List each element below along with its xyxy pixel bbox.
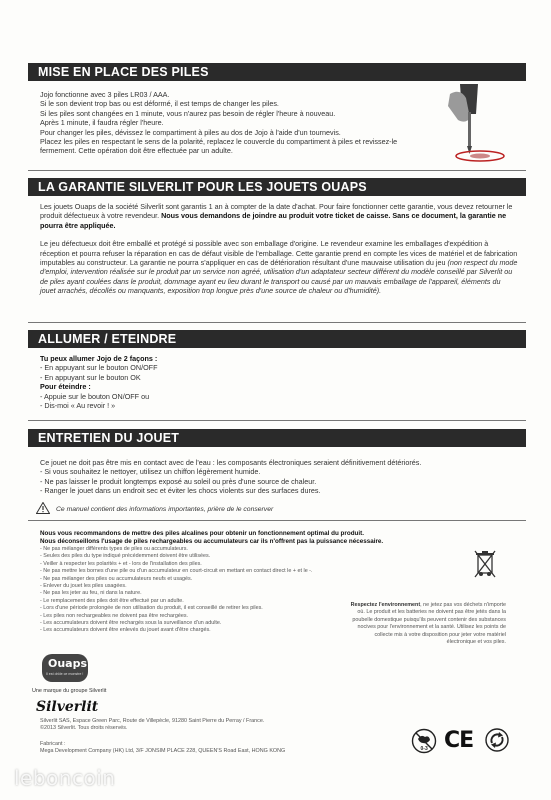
age-warning-icon (411, 728, 437, 754)
screwdriver-battery-illustration (440, 84, 515, 164)
manufacturer-block (40, 741, 380, 756)
allumer-text (40, 354, 340, 410)
entretien-text (40, 458, 518, 496)
list-item: - Le remplacement des piles doit être effectué par un adulte. (40, 597, 184, 604)
silverlit-logo: Silverlit (36, 699, 99, 715)
list-item: - Ne pas mélanger différents types de piles ou accumulateurs. (40, 546, 188, 552)
section-divider (28, 170, 526, 171)
fabricant-address: Mega Development Company (HK) Ltd, 3/F JONSIM PLACE 228, QUEEN'S Road East, HONG KONG (40, 748, 286, 755)
list-item: - Les accumulateurs doivent être rechargés sous la surveillance d'un adulte. (40, 620, 222, 627)
piles-line: Si le son devient trop bas ou est déformé, il est temps de changer les piles. (40, 99, 279, 109)
leboncoin-watermark: leboncoin (14, 766, 116, 790)
section-divider (28, 520, 526, 521)
allumer-item: - En appuyant sur le bouton OK (40, 372, 141, 382)
piles-line: Pour changer les piles, dévissez le compartiment à piles au dos de Jojo à l'aide d'un tournevis. (40, 127, 341, 137)
piles-line: Placez les piles en respectant le sens de la polarité, replacez le couvercle du compartiment à piles et revissez-le fermement. Cette opération doit être effectuée par un adulte. (40, 137, 398, 156)
section-divider (28, 322, 526, 323)
list-item: - Ne pas mettre les bornes d'une pile ou d'un accumulateur en court-circuit en mettant en contact direct le + et le -. (40, 568, 313, 575)
crossed-out-bin-icon (474, 550, 496, 578)
section-header-allumer: ALLUMER / ETEINDRE (28, 330, 526, 348)
environment-notice (346, 602, 506, 646)
garantie-text (40, 202, 518, 296)
garantie-p1-text: Les jouets Ouaps de la société Silverlit sont garantis 1 an à compter de la date d'achat. Pour faire fonctionner cette garantie, vous devez retourner le produit défectueux à votre revendeur. (40, 202, 513, 221)
address-line: Silverlit SAS, Espace Green Parc, Route de Villepècle, 91280 Saint Pierre du Perray / France. (40, 718, 265, 724)
garantie-p2-italic: (non respect du mode d'emploi, intervention réalisée sur le produit par un service non agréé, utilisation d'un adaptateur secteur différent du modèle conseillé par Silverlit ou de piles ayant coulées dans le produit, dommage ayant eu lieu durant le transport ou causé par un mauvais emballage de l'appareil, éléments du jouet arrachés, décollés ou manquants, exposition trop longue près d'une source de chaleur ou d'humidité). (40, 258, 518, 296)
allumer-item: - En appuyant sur le bouton ON/OFF (40, 363, 158, 373)
age-range-label: 0-3 (420, 746, 428, 752)
environment-text: , ne jetez pas vos déchets n'importe où. Le produit et les batteries ne doivent pas être jetés dans la poubelle domestique puisqu'ils peuvent contenir des substances nocives pour l'environnement et la santé. Utilisez les points de collecte mis à votre disposition pour jeter votre matériel électronique et vos piles. (352, 602, 506, 646)
battery-bold-2: Nous déconseillons l'usage de piles rechargeables ou accumulateurs car ils n'offrent pas la puissance nécessaire. (40, 538, 384, 546)
ouaps-logo-text: Ouaps (48, 657, 88, 670)
allumer-lead: Tu peux allumer Jojo de 2 façons : (40, 354, 158, 363)
entretien-item: - Si vous souhaitez le nettoyer, utilisez un chiffon légèrement humide. (40, 467, 261, 477)
piles-line: Si les piles sont changées en 1 minute, vous n'aurez pas besoin de régler l'heure à nouveau. (40, 108, 336, 118)
warning-icon (36, 502, 50, 514)
garantie-p1-bold: Nous vous demandons de joindre au produit votre ticket de caisse. Sans ce document, la garantie ne pourra être appliquée. (40, 211, 507, 230)
warning-text: Ce manuel contient des informations importantes, prière de le conserver (56, 506, 274, 513)
list-item: - Ne pas les jeter au feu, ni dans la nature. (40, 590, 142, 597)
entretien-item: - Ranger le jouet dans un endroit sec et éviter les chocs violents sur des surfaces dures. (40, 486, 321, 496)
garantie-paragraph-2 (40, 239, 518, 295)
eteindre-item: - Appuie sur le bouton ON/OFF ou (40, 391, 150, 401)
section-header-garantie: LA GARANTIE SILVERLIT POUR LES JOUETS OUAPS (28, 178, 526, 196)
list-item: - Les accumulateurs doivent être enlevés du jouet avant d'être chargés. (40, 627, 211, 634)
garantie-paragraph-1 (40, 202, 518, 230)
battery-safety-list (40, 546, 370, 635)
piles-line: Après 1 minute, il faudra régler l'heure. (40, 118, 164, 128)
section-divider (28, 420, 526, 421)
list-item: - Les piles non rechargeables ne doivent pas être rechargées. (40, 612, 189, 619)
environment-bold: Respectez l'environnement (350, 602, 421, 608)
fabricant-label: Fabricant : (40, 741, 66, 747)
group-text: Une marque du groupe Silverlit (32, 688, 107, 694)
entretien-item: Ce jouet ne doit pas être mis en contact avec de l'eau : les composants électroniques seraient définitivement détériorés. (40, 458, 422, 467)
section-header-piles: MISE EN PLACE DES PILES (28, 63, 526, 81)
list-item: - Enlever du jouet les piles usagées. (40, 583, 127, 590)
piles-text (40, 90, 420, 156)
battery-bold-1: Nous vous recommandons de mettre des piles alcalines pour obtenir un fonctionnement optimal du produit. (40, 530, 364, 537)
garantie-p2-text: Le jeu défectueux doit être emballé et protégé si possible avec son emballage d'origine. Le revendeur examine les emballages d'expédition à réception et pourra refuser la réparation en cas de défaut visible de l'emballage. Cette garantie prend en compte les vices de matériel et de fabrication imputables au constructeur. La garantie ne pourra s'appliquer en cas de détérioration résultant d'une mauvaise utilisation du jeu (40, 239, 518, 268)
list-item: - Lors d'une période prolongée de non utilisation du produit, il est conseillé de retirer les piles. (40, 605, 263, 612)
ouaps-tagline: Il est drôle ce monstre ! (46, 672, 84, 676)
ouaps-logo (42, 654, 88, 682)
eteindre-item: - Dis-moi « Au revoir ! » (40, 401, 116, 411)
list-item: - Ne pas mélanger des piles ou accumulateurs neufs et usagés. (40, 575, 193, 582)
ce-mark: CE (444, 728, 474, 753)
piles-line: Jojo fonctionne avec 3 piles LR03 / AAA. (40, 90, 170, 99)
copyright-line: ©2013 Silverlit. Tous droits réservés. (40, 725, 128, 732)
list-item: - Seules des piles du type indiqué précédemment doivent être utilisées. (40, 553, 211, 560)
battery-recommendation (40, 530, 510, 546)
eteindre-title: Pour éteindre : (40, 382, 91, 392)
recycle-icon (485, 728, 509, 752)
entretien-item: - Ne pas laisser le produit longtemps exposé au soleil ou près d'une source de chaleur. (40, 476, 317, 486)
address-block (40, 718, 360, 733)
list-item: - Veiller à respecter les polarités + et - lors de l'installation des piles. (40, 560, 202, 567)
section-header-entretien: ENTRETIEN DU JOUET (28, 429, 526, 447)
